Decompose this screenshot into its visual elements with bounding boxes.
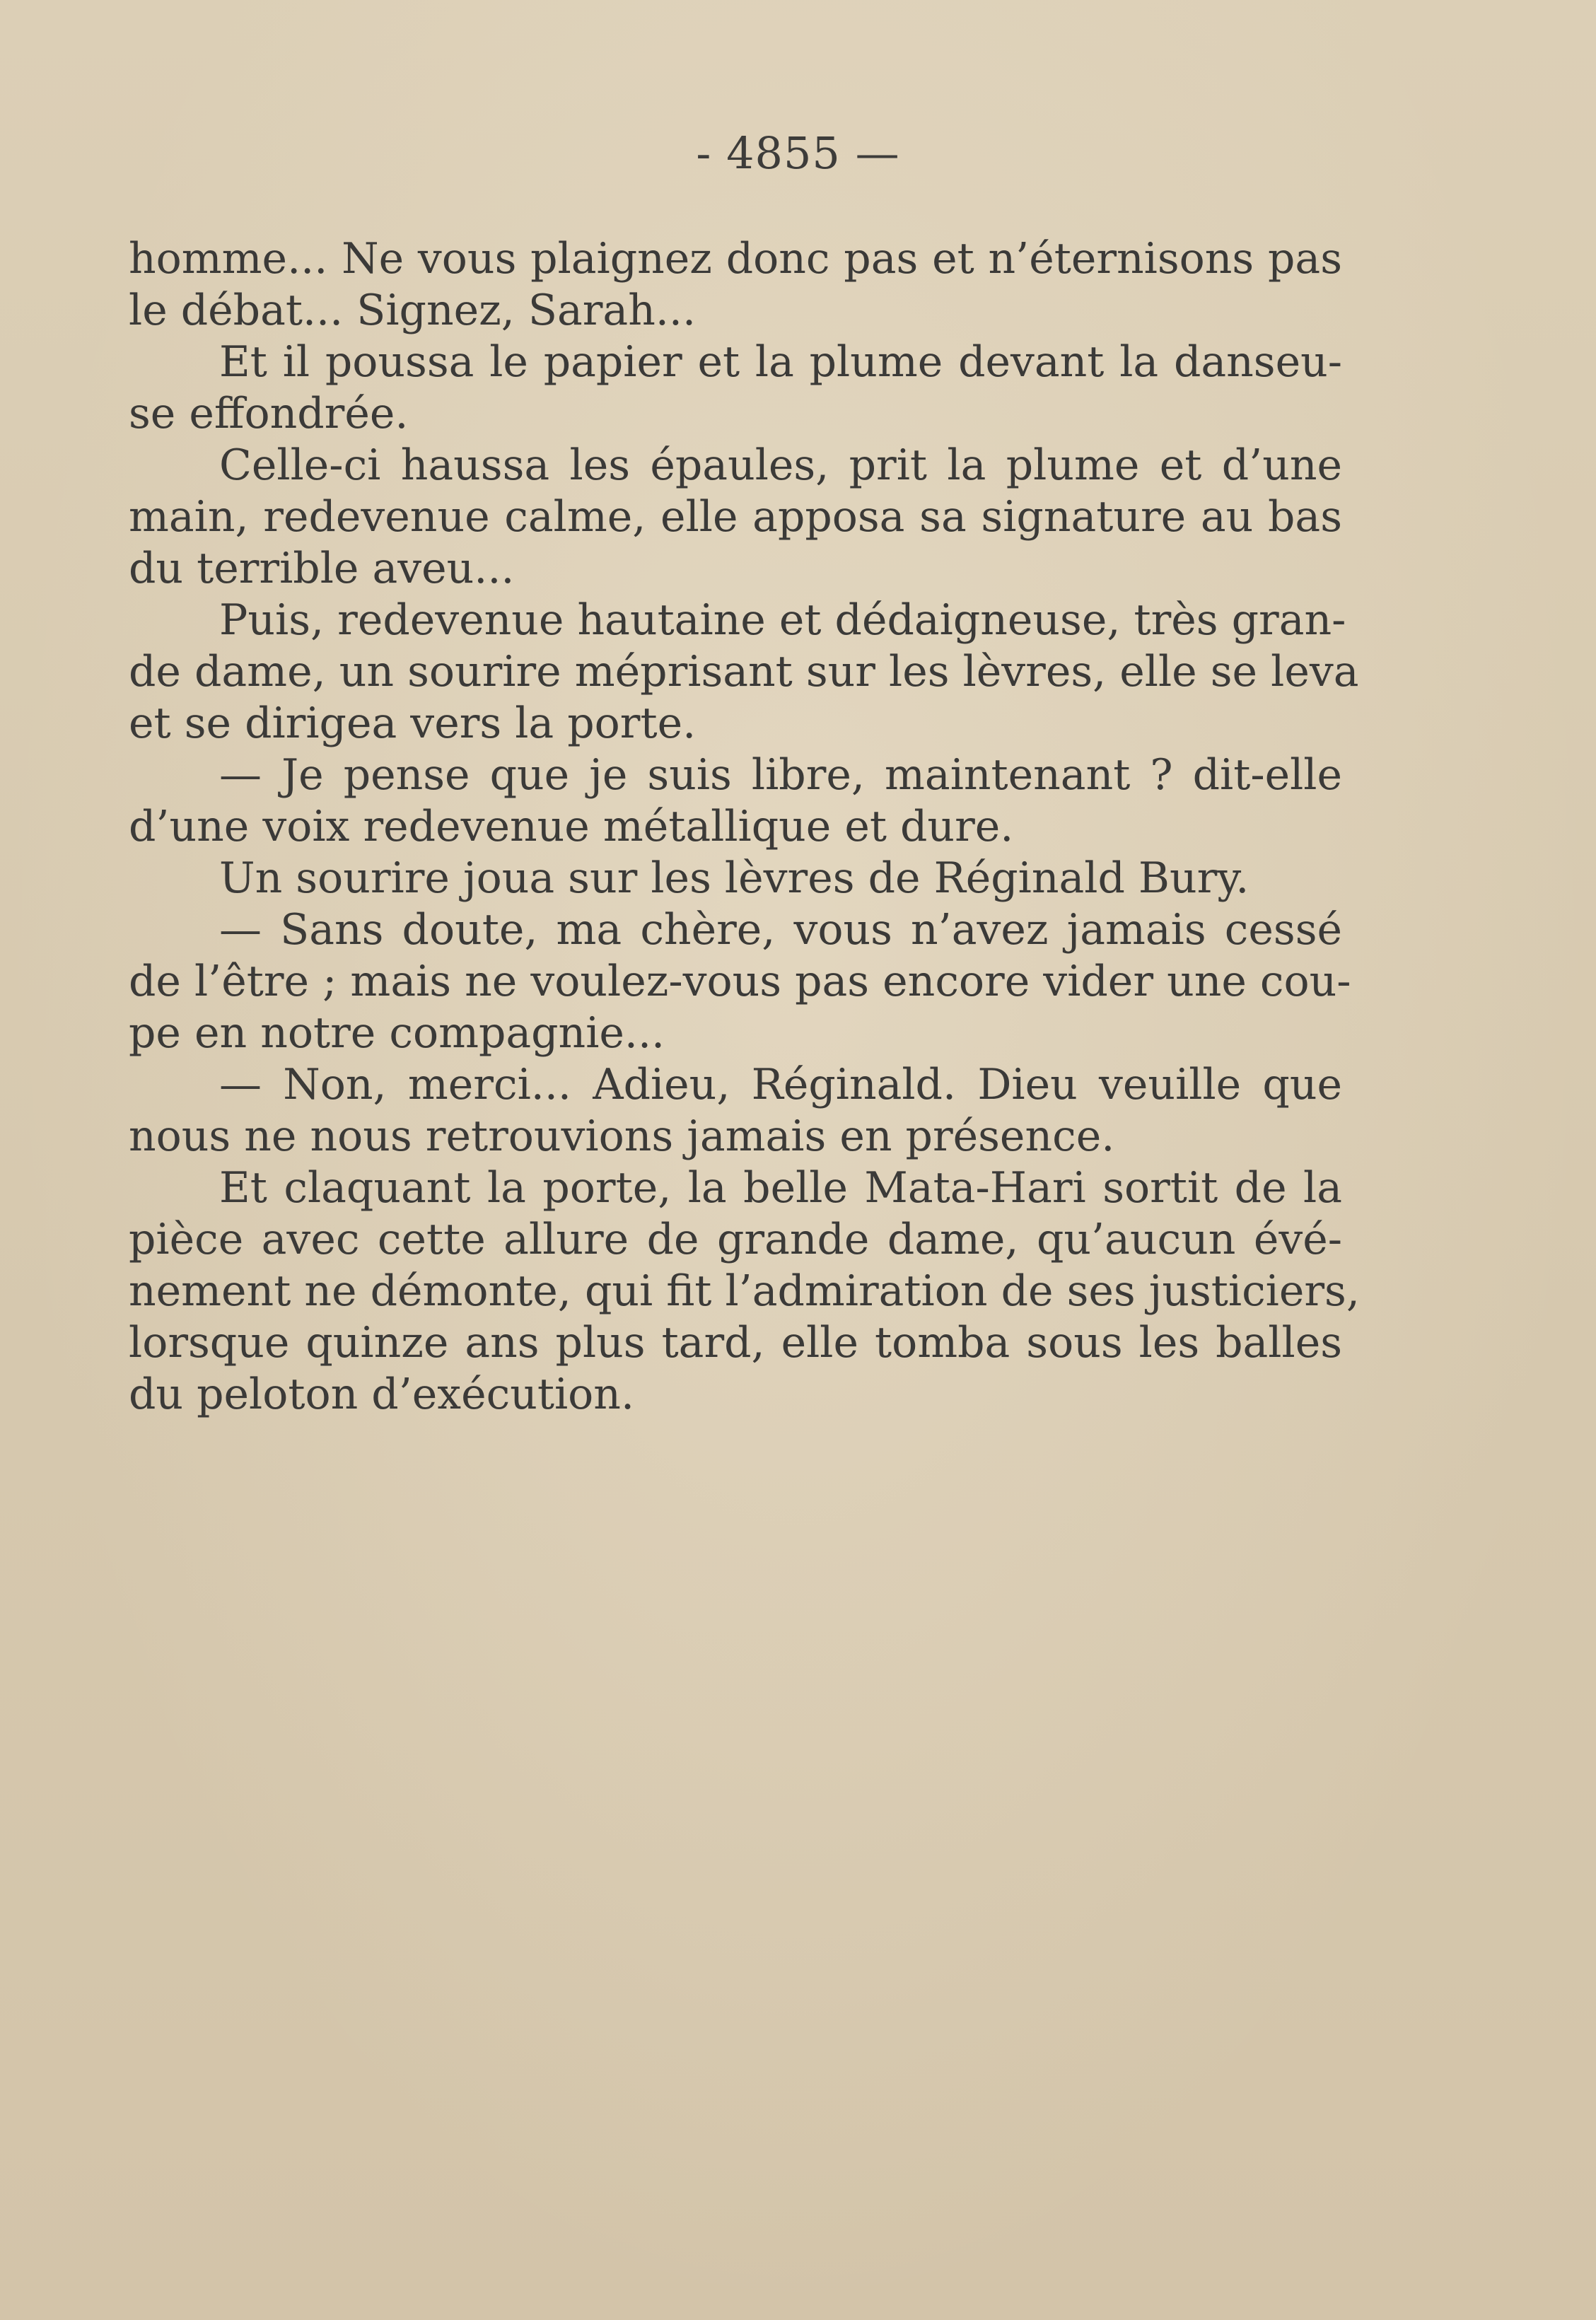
text-line: et se dirigea vers la porte. [129,699,697,748]
text-line: Et il poussa le papier et la plume devant la danseu- [219,337,1342,387]
text-line: du peloton d’exécution. [129,1370,635,1419]
text-line: Celle-ci haussa les épaules, prit la plume et d’une [219,441,1342,490]
text-line: — Je pense que je suis libre, maintenant ? dit-elle [219,750,1342,800]
text-line: pièce avec cette allure de grande dame, qu’aucun évé- [129,1215,1342,1264]
text-line: le débat... Signez, Sarah... [129,286,697,335]
text-line: du terrible aveu... [129,544,515,593]
text-line: Et claquant la porte, la belle Mata-Hari sortit de la [219,1163,1342,1213]
text-line: pe en notre compagnie... [129,1008,665,1058]
text-line: main, redevenue calme, elle apposa sa signature au bas [129,492,1342,542]
text-line: d’une voix redevenue métallique et dure. [129,802,1014,851]
text-line: lorsque quinze ans plus tard, elle tomba sous les balles [129,1318,1342,1368]
body-text [129,233,1360,1421]
text-line: se effondrée. [129,389,409,438]
text-line: Puis, redevenue hautaine et dédaigneuse, très gran- [219,595,1346,645]
text-line: nous ne nous retrouvions jamais en présence. [129,1112,1115,1161]
text-line: de l’être ; mais ne voulez-vous pas encore vider une cou- [129,957,1351,1006]
text-line: — Sans doute, ma chère, vous n’avez jamais cessé [219,905,1342,955]
text-line: de dame, un sourire méprisant sur les lèvres, elle se leva [129,647,1359,696]
text-line: nement ne démonte, qui fit l’admiration de ses justiciers, [129,1266,1360,1316]
text-line: homme... Ne vous plaignez donc pas et n’éternisons pas [129,234,1342,284]
text-line: Un sourire joua sur les lèvres de Réginald Bury. [219,853,1250,903]
page-number: - 4855 — [696,127,900,179]
text-line: — Non, merci... Adieu, Réginald. Dieu veuille que [219,1060,1342,1109]
